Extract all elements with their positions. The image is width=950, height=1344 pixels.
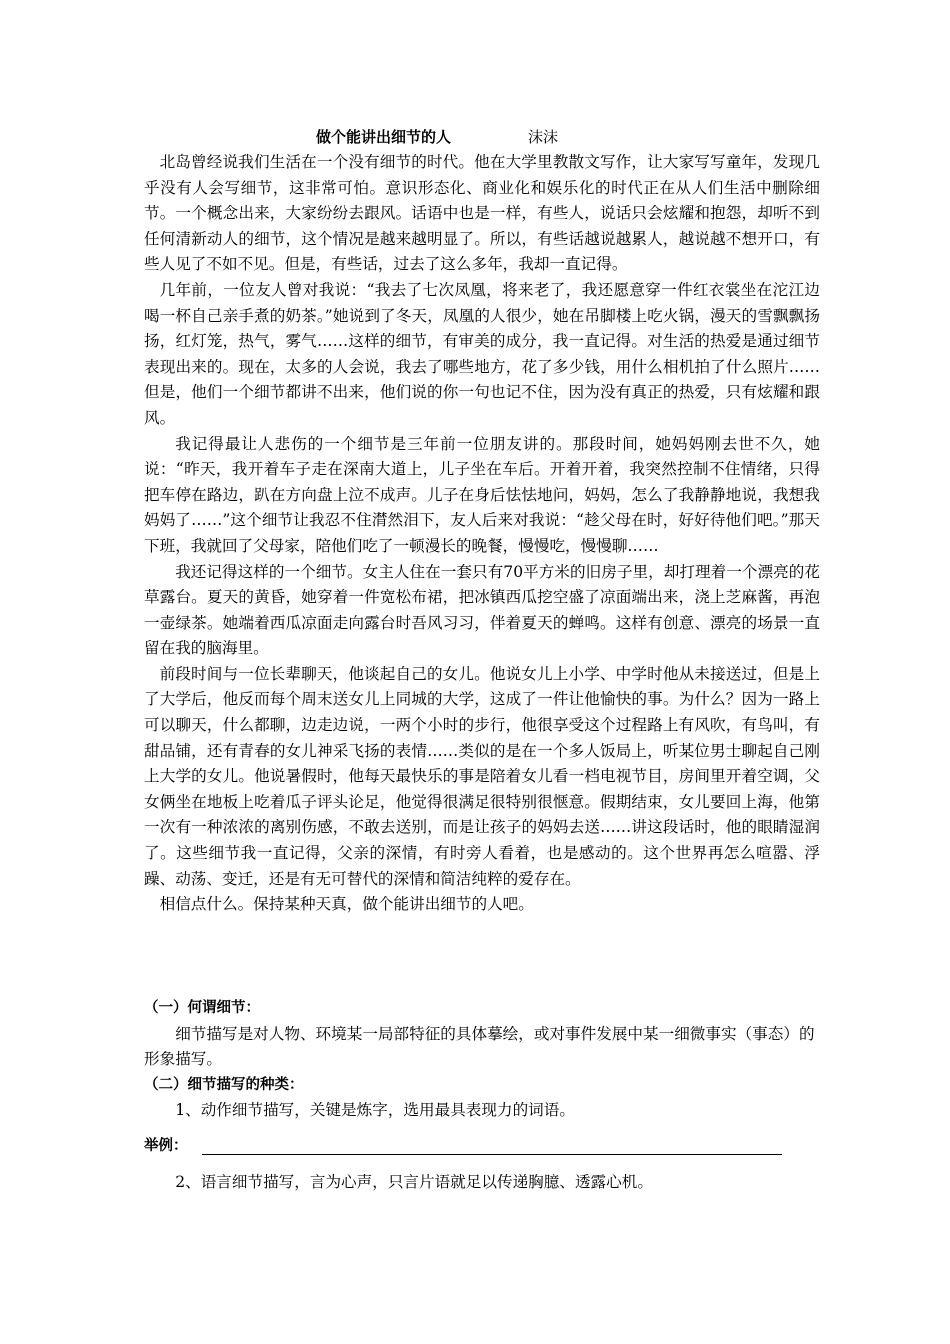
list-item-action-detail: 1、动作细节描写，关键是炼字，选用最具表现力的词语。 — [175, 1101, 575, 1120]
example-blank-line[interactable] — [202, 1154, 782, 1155]
paragraph-2: 几年前，一位友人曾对我说：“我去了七次凤凰，将来老了，我还愿意穿一件红衣裳坐在沱江边喝一杯自己亲手煮的奶茶。”她说到了冬天，凤凰的人很少，她在吊脚楼上吃火锅，漫天的雪飘飘扬扬，红灯笼，热气，雾气……这样的细节，有审美的成分，我一直记得。对生活的热爱是通过细节表现出来的。现在，太多的人会说，我去了哪些地方，花了多少钱，用什么相机拍了什么照片……但是，他们一个细节都讲不出来，他们说的你一句也记不住，因为没有真正的热爱，只有炫耀和跟风。 — [144, 280, 820, 427]
section-heading-1: （一）何谓细节： — [144, 1000, 260, 1016]
section-heading-2: （二）细节描写的种类： — [144, 1076, 304, 1093]
article-body — [144, 150, 820, 918]
title-row — [0, 126, 950, 150]
notes-section — [144, 996, 820, 1196]
paragraph-6: 相信点什么。保持某种天真，做个能讲出细节的人吧。 — [159, 895, 534, 914]
article-title: 做个能讲出细节的人 — [316, 128, 452, 146]
paragraph-1: 北岛曾经说我们生活在一个没有细节的时代。他在大学里教散文写作，让大家写写童年，发现几乎没有人会写细节，这非常可怕。意识形态化、商业化和娱乐化的时代正在从人们生活中删除细节。一个概念出来，大家纷纷去跟风。话语中也是一样，有些人，说话只会炫耀和抱怨，却听不到任何清新动人的细节，这个情况是越来越明显了。所以，有些话越说越累人，越说越不想开口，有些人见了不如不见。但是，有些话，过去了这么多年，我却一直记得。 — [144, 153, 820, 274]
list-item-speech-detail: 2、语言细节描写，言为心声，只言片语就足以传递胸臆、透露心机。 — [175, 1172, 653, 1191]
paragraph-3: 我记得最让人悲伤的一个细节是三年前一位朋友讲的。那段时间，她妈妈刚去世不久，她说：“昨天，我开着车子走在深南大道上，儿子坐在车后。开着开着，我突然控制不住情绪，只得把车停在路边，趴在方向盘上泣不成声。儿子在身后怯怯地问，妈妈，怎么了我静静地说，我想我妈妈了……”这个细节让我忍不住潸然泪下，友人后来对我说：“趁父母在时，好好待他们吧。”那天下班，我就回了父母家，陪他们吃了一顿漫长的晚餐，慢慢吃，慢慢聊…… — [144, 434, 820, 555]
example-label: 举例： — [144, 1137, 188, 1154]
example-row — [144, 1130, 820, 1168]
article-author: 沫沫 — [528, 128, 559, 146]
detail-definition: 细节描写是对人物、环境某一局部特征的具体摹绘，或对事件发展中某一细微事实（事态）的形象描写。 — [144, 1024, 815, 1069]
paragraph-5: 前段时间与一位长辈聊天，他谈起自己的女儿。他说女儿上小学、中学时他从未接送过，但是上了大学后，他反而每个周末送女儿上同城的大学，这成了一件让他愉快的事。为什么？因为一路上可以聊天，什么都聊，边走边说，一两个小时的步行，他很享受这个过程路上有风吹，有鸟叫，有甜品铺，还有青春的女儿神采飞扬的表情……类似的是在一个多人饭局上，听某位男士聊起自己刚上大学的女儿。他说暑假时，他每天最快乐的事是陪着女儿看一档电视节目，房间里开着空调，父女俩坐在地板上吃着瓜子评头论足，他觉得很满足很特别很惬意。假期结束，女儿要回上海，他第一次有一种浓浓的离别伤感，不敢去送别，而是让孩子的妈妈去送……讲这段话时，他的眼睛湿润了。这些细节我一直记得，父亲的深情，有时旁人看着，也是感动的。这个世界再怎么喧嚣、浮躁、动荡、变迁，还是有无可替代的深情和简洁纯粹的爱存在。 — [144, 664, 820, 888]
paragraph-4: 我还记得这样的一个细节。女主人住在一套只有70平方米的旧房子里，却打理着一个漂亮的花草露台。夏天的黄昏，她穿着一件宽松布裙，把冰镇西瓜挖空盛了凉面端出来，浇上芝麻酱，再泡一壶绿茶。她端着西瓜凉面走向露台时吾风习习，伴着夏天的蝉鸣。这样有创意、漂亮的场景一直留在我的脑海里。 — [144, 562, 820, 658]
